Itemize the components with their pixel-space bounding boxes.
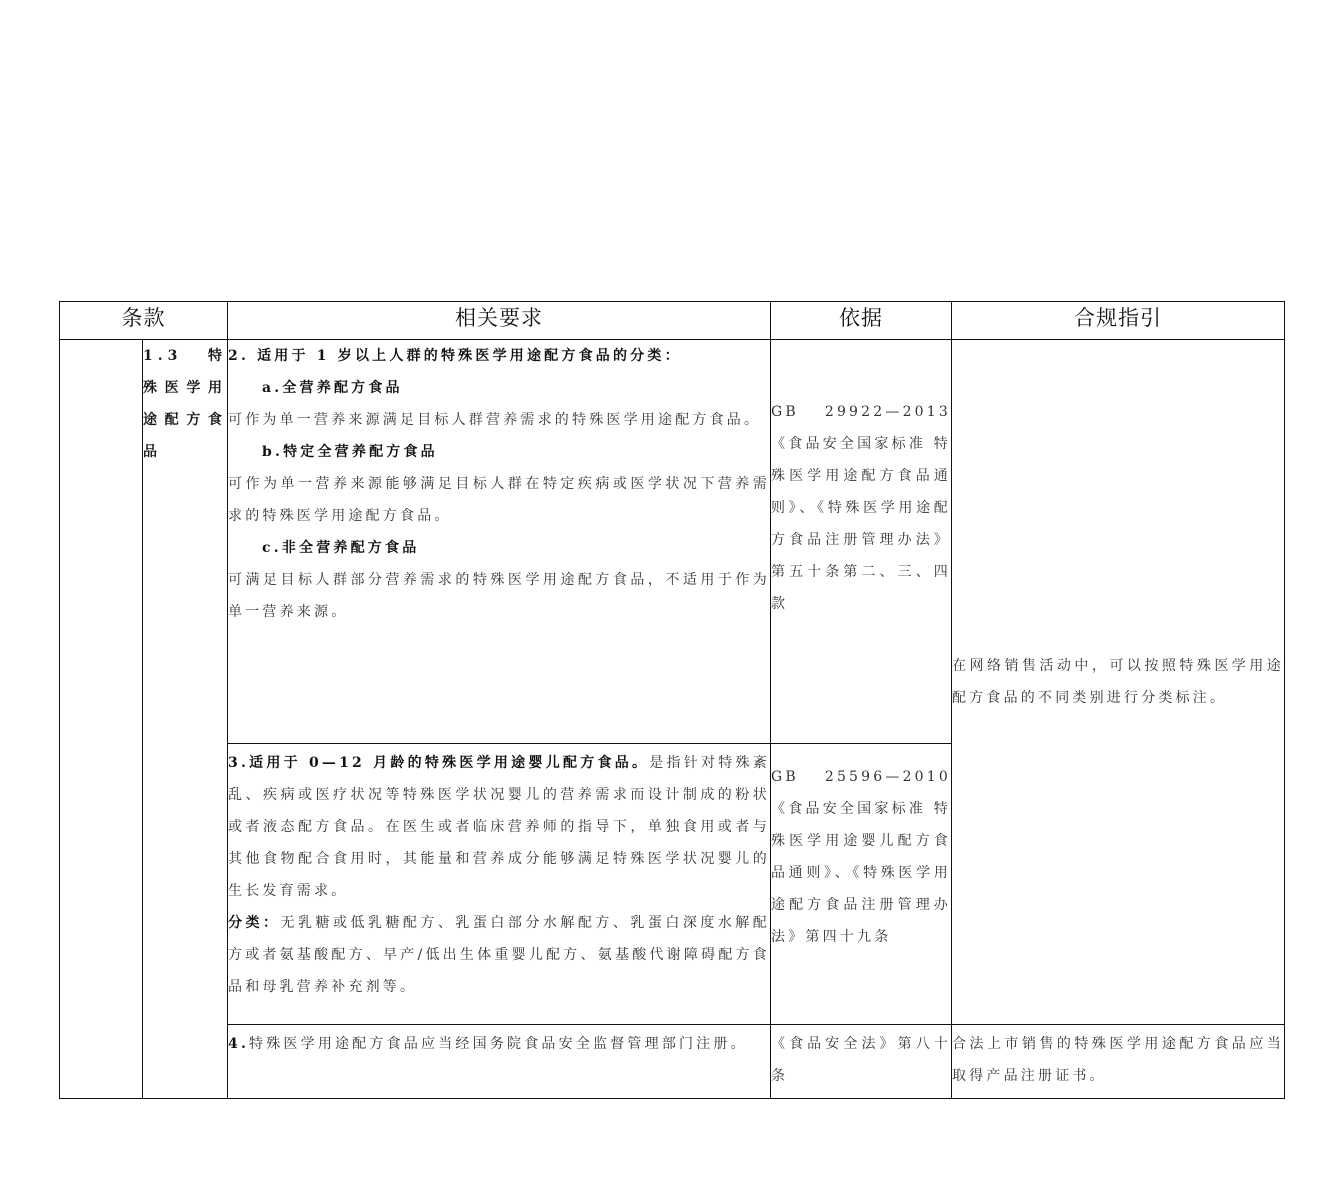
header-requirements: 相关要求 (228, 302, 771, 340)
classification-label: 分类： (228, 915, 281, 931)
req-number: 4. (228, 1036, 250, 1052)
header-guidance: 合规指引 (952, 302, 1285, 340)
clause-label: 1.3 特殊医学用途配方食品 (143, 340, 228, 1099)
req-title: 2. 适用于 1 岁以上人群的特殊医学用途配方食品的分类： (228, 348, 682, 364)
header-row (60, 302, 1285, 340)
basis-cell-2: GB 25596—2010《食品安全国家标准 特殊医学用途婴儿配方食品通则》、《特殊医学用途配方食品注册管理办法》第四十九条 (771, 744, 952, 1025)
table-row (60, 1025, 1285, 1099)
requirement-cell-3 (228, 1025, 771, 1099)
subcategory-b-text: 可作为单一营养来源能够满足目标人群在特定疾病或医学状况下营养需求的特殊医学用途配方食品。 (228, 476, 770, 524)
subcategory-a-text: 可作为单一营养来源满足目标人群营养需求的特殊医学用途配方食品。 (228, 412, 762, 428)
subcategory-c-text: 可满足目标人群部分营养需求的特殊医学用途配方食品，不适用于作为单一营养来源。 (228, 572, 770, 620)
requirement-cell-1 (228, 340, 771, 744)
subcategory-a-title: a.全营养配方食品 (262, 380, 403, 396)
req-bold-heading: 3.适用于 0—12 月龄的特殊医学用途婴儿配方食品。 (228, 755, 650, 771)
guidance-cell-shared: 在网络销售活动中，可以按照特殊医学用途配方食品的不同类别进行分类标注。 (952, 340, 1285, 1025)
guidance-cell-3: 合法上市销售的特殊医学用途配方食品应当取得产品注册证书。 (952, 1025, 1285, 1099)
requirement-cell-2 (228, 744, 771, 1025)
req-description: 是指针对特殊紊乱、疾病或医疗状况等特殊医学状况婴儿的营养需求而设计制成的粉状或者液态配方食品。在医生或者临床营养师的指导下，单独食用或者与其他食物配合食用时，其能量和营养成分能够满足特殊医学状况婴儿的生长发育需求。 (228, 755, 770, 899)
header-clause: 条款 (60, 302, 228, 340)
header-basis: 依据 (771, 302, 952, 340)
subcategory-c-title: c.非全营养配方食品 (262, 540, 420, 556)
table-row (60, 340, 1285, 744)
subcategory-b-title: b.特定全营养配方食品 (262, 444, 438, 460)
basis-cell-1: GB 29922—2013《食品安全国家标准 特殊医学用途配方食品通则》、《特殊医学用途配方食品注册管理办法》第五十条第二、三、四款 (771, 340, 952, 744)
clause-parent-cell (60, 340, 143, 1099)
req-description: 特殊医学用途配方食品应当经国务院食品安全监督管理部门注册。 (249, 1036, 748, 1052)
basis-cell-3: 《食品安全法》第八十条 (771, 1025, 952, 1099)
classification-text: 无乳糖或低乳糖配方、乳蛋白部分水解配方、乳蛋白深度水解配方或者氨基酸配方、早产/低出生体重婴儿配方、氨基酸代谢障碍配方食品和母乳营养补充剂等。 (228, 915, 770, 995)
regulation-table (59, 301, 1285, 1099)
